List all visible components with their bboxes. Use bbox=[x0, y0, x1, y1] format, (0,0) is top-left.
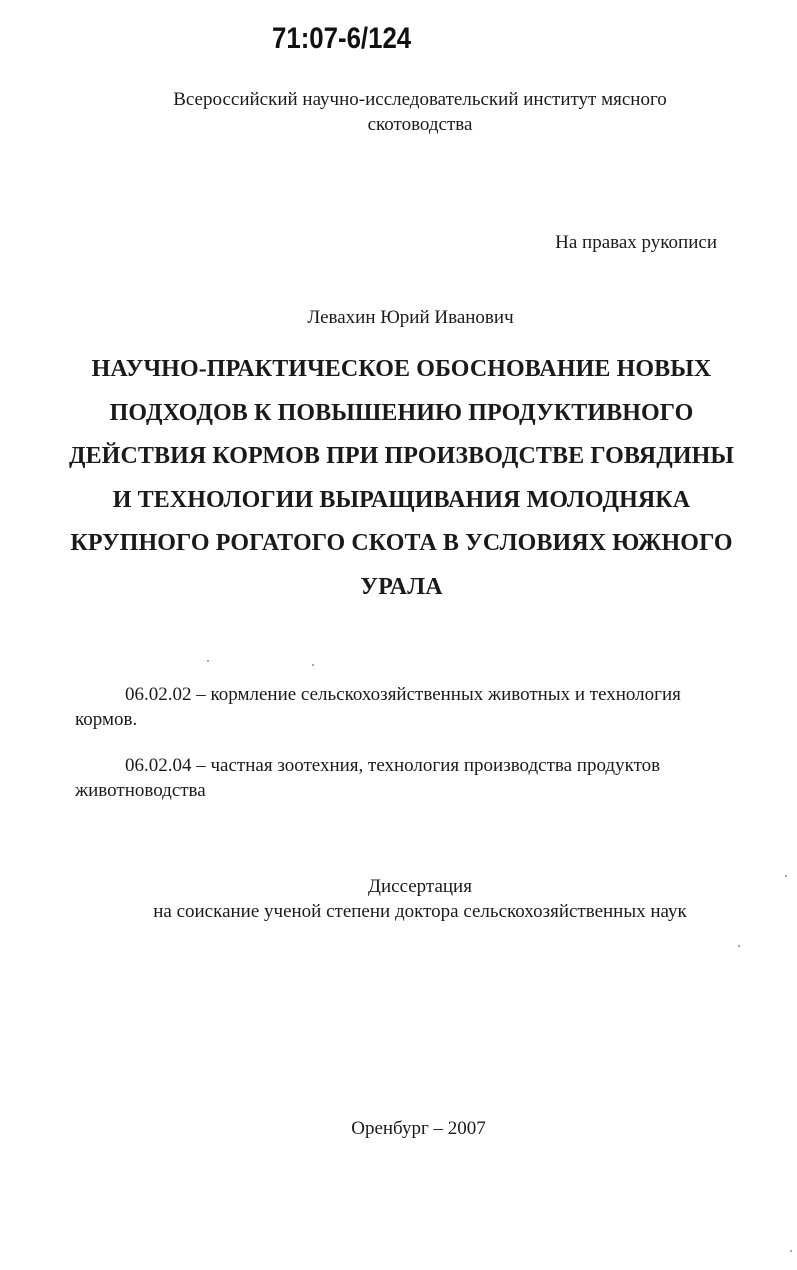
specialty-06-02-02 bbox=[75, 682, 725, 732]
author-name: Левахин Юрий Иванович bbox=[307, 307, 514, 328]
dissertation-label: Диссертация bbox=[368, 876, 472, 897]
institute-name-line-2: скотоводства bbox=[367, 114, 473, 135]
manuscript-rights-note: На правах рукописи bbox=[555, 232, 717, 253]
scan-speck bbox=[738, 945, 740, 947]
title-line-1: НАУЧНО-ПРАКТИЧЕСКОЕ ОБОСНОВАНИЕ НОВЫХ bbox=[91, 356, 712, 382]
title-line-2: ПОДХОДОВ К ПОВЫШЕНИЮ ПРОДУКТИВНОГО bbox=[109, 399, 694, 426]
title-line-4: И ТЕХНОЛОГИИ ВЫРАЩИВАНИЯ МОЛОДНЯКА bbox=[112, 486, 691, 513]
specialty-1-line-2: кормов. bbox=[75, 709, 138, 730]
degree-description: на соискание ученой степени доктора сельскохозяйственных наук bbox=[153, 901, 687, 922]
title-line-5: КРУПНОГО РОГАТОГО СКОТА В УСЛОВИЯХ ЮЖНОГО bbox=[70, 530, 733, 556]
institute-name bbox=[100, 87, 740, 137]
institute-name-line-1: Всероссийский научно-исследовательский институт мясного bbox=[173, 89, 667, 110]
specialty-2-line-1: 06.02.04 – частная зоотехния, технология производства продуктов bbox=[125, 755, 661, 776]
scan-speck bbox=[207, 660, 209, 662]
scan-speck bbox=[785, 875, 787, 877]
title-line-6: УРАЛА bbox=[360, 573, 443, 600]
specialty-2-line-2: животноводства bbox=[75, 780, 206, 801]
city-year: Оренбург – 2007 bbox=[351, 1118, 486, 1139]
archive-stamp-number: 71:07-6/124 bbox=[272, 22, 412, 55]
dissertation-type bbox=[100, 874, 740, 924]
scan-speck bbox=[312, 664, 314, 666]
scan-speck bbox=[790, 1250, 792, 1252]
specialty-06-02-04 bbox=[75, 753, 725, 803]
title-line-3: ДЕЙСТВИЯ КОРМОВ ПРИ ПРОИЗВОДСТВЕ ГОВЯДИНЫ bbox=[68, 443, 735, 469]
dissertation-title bbox=[60, 348, 743, 609]
specialty-1-line-1: 06.02.02 – кормление сельскохозяйственных животных и технология bbox=[125, 684, 681, 705]
